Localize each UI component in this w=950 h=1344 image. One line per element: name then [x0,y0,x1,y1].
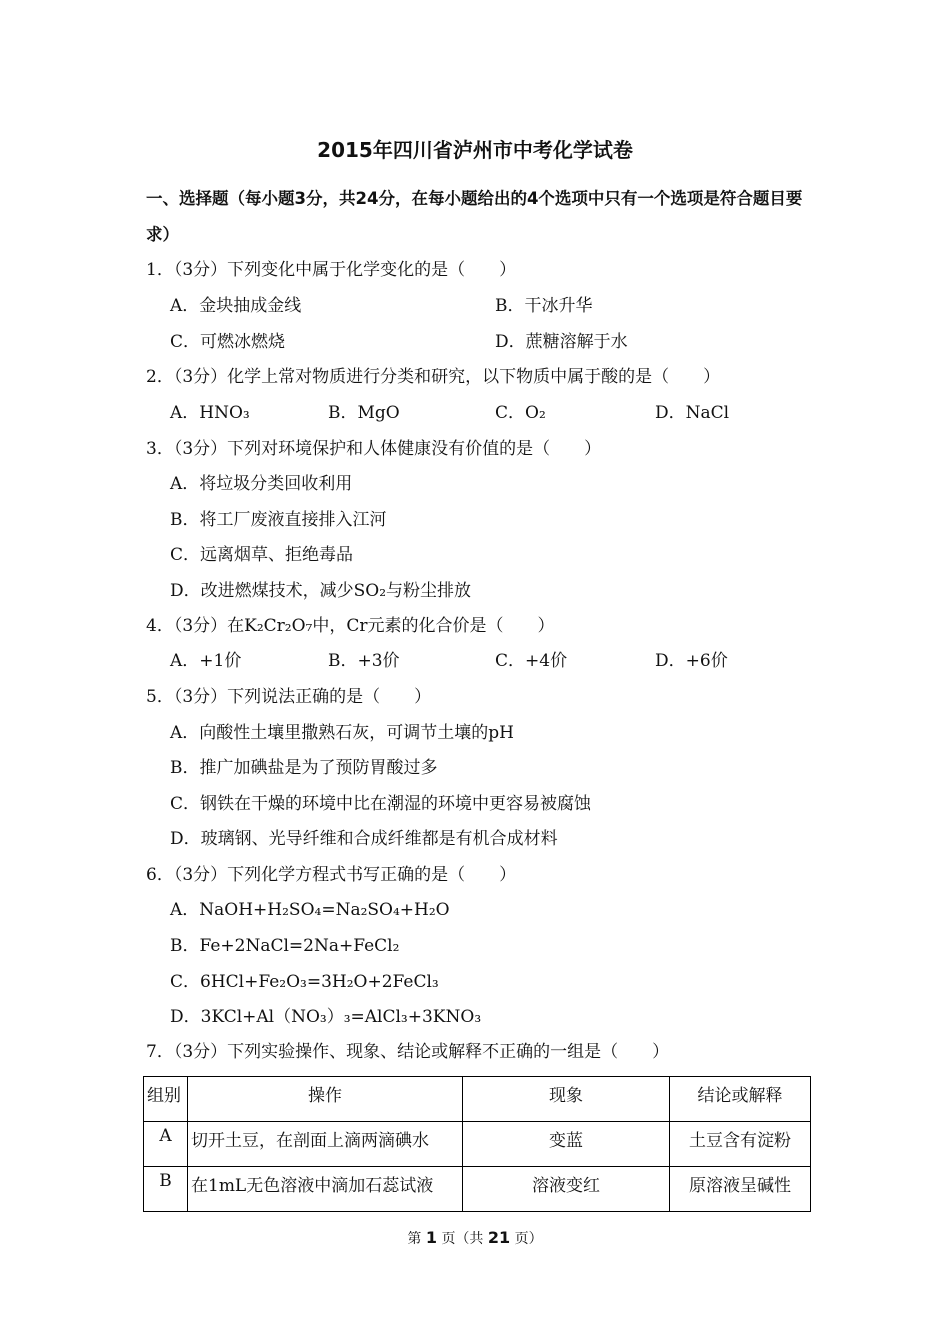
q1-option-a: A．金块抽成金线 [170,296,302,316]
question-3: 3．（3分）下列对环境保护和人体健康没有价值的是（ ） [146,439,602,459]
q1-option-b: B．干冰升华 [495,296,593,316]
row-a-conclusion: 土豆含有淀粉 [670,1122,811,1167]
q5-option-d: D．玻璃钢、光导纤维和合成纤维都是有机合成材料 [170,829,558,849]
row-b-phenomenon: 溶液变红 [463,1167,670,1212]
header-phenomenon: 现象 [463,1077,670,1122]
row-a-phenomenon: 变蓝 [463,1122,670,1167]
row-a-group: A [144,1122,188,1167]
header-conclusion: 结论或解释 [670,1077,811,1122]
row-b-operation: 在1mL无色溶液中滴加石蕊试液 [188,1167,463,1212]
q6-option-b: B．Fe+2NaCl=2Na+FeCl₂ [170,936,400,956]
q3-option-c: C．远离烟草、拒绝毒品 [170,545,354,565]
footer-suffix: 页） [514,1231,543,1247]
row-a-operation: 切开土豆，在剖面上滴两滴碘水 [188,1122,463,1167]
row-b-group: B [144,1167,188,1212]
q3-option-d: D．改进燃煤技术，减少SO₂与粉尘排放 [170,581,472,601]
q3-option-b: B．将工厂废液直接排入江河 [170,510,387,530]
header-operation: 操作 [188,1077,463,1122]
q2-option-c: C．O₂ [495,403,546,423]
q2-option-d: D．NaCl [655,403,730,423]
question-4: 4．（3分）在K₂Cr₂O₇中，Cr元素的化合价是（ ） [146,616,555,636]
q4-option-d: D．+6价 [655,651,728,671]
q3-option-a: A．将垃圾分类回收利用 [170,474,353,494]
footer-prefix: 第 [407,1231,422,1247]
table-row [144,1167,811,1212]
footer-mid: 页（共 [441,1231,484,1247]
q2-option-b: B．MgO [328,403,400,423]
header-group: 组别 [144,1077,188,1122]
q4-option-a: A．+1价 [170,651,242,671]
q2-option-a: A．HNO₃ [170,403,250,423]
q1-option-d: D．蔗糖溶解于水 [495,332,628,352]
experiment-table [143,1076,811,1212]
q4-option-b: B．+3价 [328,651,400,671]
question-6: 6．（3分）下列化学方程式书写正确的是（ ） [146,865,517,885]
question-7: 7．（3分）下列实验操作、现象、结论或解释不正确的一组是（ ） [146,1042,670,1062]
q6-option-c: C．6HCl+Fe₂O₃=3H₂O+2FeCl₃ [170,972,439,992]
q6-option-d: D．3KCl+Al（NO₃）₃=AlCl₃+3KNO₃ [170,1007,482,1027]
table-header-row [144,1077,811,1122]
section-heading: 一、选择题（每小题3分，共24分，在每小题给出的4个选项中只有一个选项是符合题目要求） [146,189,803,244]
q5-option-b: B．推广加碘盐是为了预防胃酸过多 [170,758,438,778]
row-b-conclusion: 原溶液呈碱性 [670,1167,811,1212]
q5-option-a: A．向酸性土壤里撒熟石灰，可调节土壤的pH [170,723,514,743]
question-1: 1．（3分）下列变化中属于化学变化的是（ ） [146,260,517,280]
footer-page-number: 1 [425,1228,437,1247]
question-2: 2．（3分）化学上常对物质进行分类和研究，以下物质中属于酸的是（ ） [146,367,721,387]
page-footer [0,1228,950,1248]
table-row [144,1122,811,1167]
page-title: 2015年四川省泸州市中考化学试卷 [317,138,633,162]
q5-option-c: C．钢铁在干燥的环境中比在潮湿的环境中更容易被腐蚀 [170,794,592,814]
question-5: 5．（3分）下列说法正确的是（ ） [146,687,432,707]
q1-option-c: C．可燃冰燃烧 [170,332,286,352]
q4-option-c: C．+4价 [495,651,568,671]
q6-option-a: A．NaOH+H₂SO₄=Na₂SO₄+H₂O [170,900,450,920]
footer-total-pages: 21 [487,1228,511,1247]
